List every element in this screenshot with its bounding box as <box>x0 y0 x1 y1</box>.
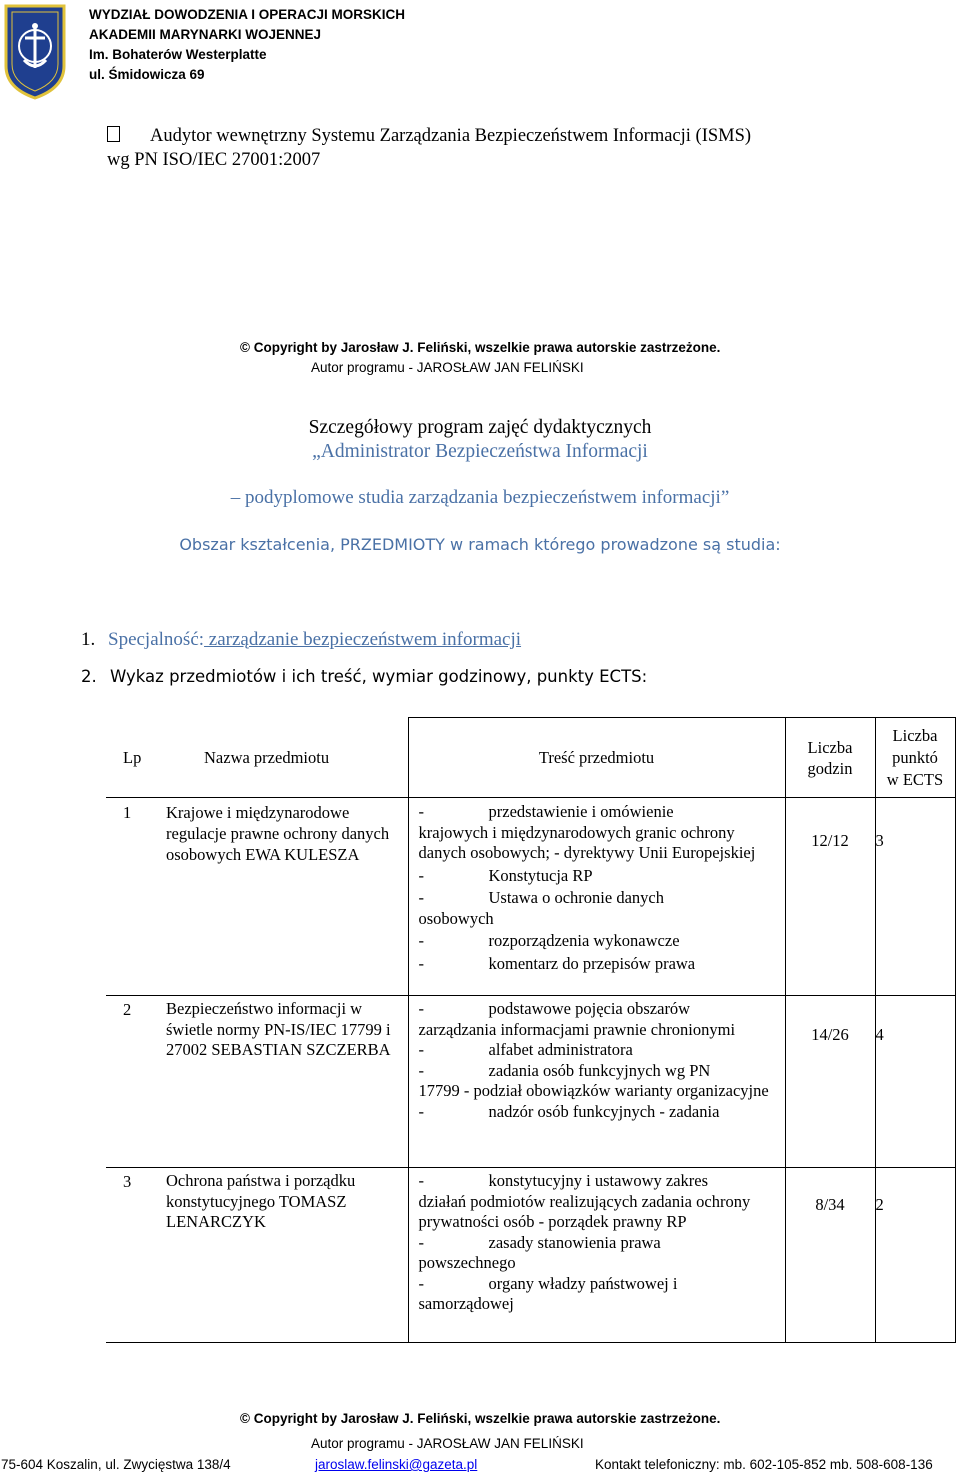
row-3-name: Ochrona państwa i porządku konstytucyjnego TOMASZ LENARCZYK <box>164 1168 408 1343</box>
row-1-lp: 1 <box>106 798 164 996</box>
header-line-1: WYDZIAŁ DOWODZENIA I OPERACJI MORSKICH <box>89 7 405 22</box>
row-1-ects: 3 <box>875 798 955 996</box>
academy-emblem <box>2 2 68 100</box>
row-1-name: Krajowe i międzynarodowe regulacje prawne ochrony danych osobowych EWA KULESZA <box>164 798 408 996</box>
header-line-4: ul. Śmidowicza 69 <box>89 67 205 82</box>
list-item-1-value: zarządzanie bezpieczeństwem informacji <box>204 629 522 650</box>
list-item-2 <box>81 667 647 686</box>
header-line-2: AKADEMII MARYNARKI WOJENNEJ <box>89 27 322 42</box>
row-3-hours: 8/34 <box>785 1168 875 1343</box>
row-2-name: Bezpieczeństwo informacji w świetle normy PN-IS/IEC 17799 i 27002 SEBASTIAN SZCZERBA <box>164 996 408 1168</box>
checkbox-glyph-icon <box>107 126 120 142</box>
table-row <box>106 1168 955 1343</box>
copyright-notice-bottom: © Copyright by Jarosław J. Feliński, wszelkie prawa autorskie zastrzeżone. <box>240 1411 721 1426</box>
table-header-row <box>106 718 955 798</box>
row-1-content: - przedstawienie i omówienie krajowych i międzynarodowych granic ochrony danych osobowych; - dyrektywy Unii Europejskiej - Konstytucja RP - Ustawa o ochronie danych osobowych - rozporządzenia wykonawcze - komentarz do przepisów prawa <box>408 798 785 996</box>
footer-address: 75-604 Koszalin, ul. Zwycięstwa 138/4 <box>1 1457 231 1472</box>
subjects-table <box>106 717 956 1343</box>
row-3-content: - konstytucyjny i ustawowy zakres działań podmiotów realizujących zadania ochrony prywatności osób - porządek prawny RP - zasady stanowienia prawa powszechnego - organy władzy państwowej i samorządowej <box>408 1168 785 1343</box>
list-item-2-number: 2. <box>81 667 97 686</box>
course-standard: wg PN ISO/IEC 27001:2007 <box>107 150 321 170</box>
header-content: Treść przedmiotu <box>408 718 785 798</box>
course-title-block <box>107 124 751 172</box>
row-1-hours: 12/12 <box>785 798 875 996</box>
copyright-notice-top: © Copyright by Jarosław J. Feliński, wszelkie prawa autorskie zastrzeżone. <box>240 340 721 355</box>
row-2-hours: 14/26 <box>785 996 875 1168</box>
row-2-ects: 4 <box>875 996 955 1168</box>
author-line-top: Autor programu - JAROSŁAW JAN FELIŃSKI <box>311 360 584 375</box>
author-line-bottom: Autor programu - JAROSŁAW JAN FELIŃSKI <box>311 1436 584 1451</box>
header-name: Nazwa przedmiotu <box>204 747 330 767</box>
header-ects: Liczba punktó w ECTS <box>875 718 955 798</box>
program-studies: – podyplomowe studia zarządzania bezpieczeństwem informacji” <box>230 487 730 508</box>
course-title: Audytor wewnętrzny Systemu Zarządzania Bezpieczeństwem Informacji (ISMS) <box>150 126 752 146</box>
header-line-3: Im. Bohaterów Westerplatte <box>89 47 267 62</box>
program-subtitle: „Administrator Bezpieczeństwa Informacji <box>312 441 648 462</box>
list-item-1-label: Specjalność: <box>108 629 205 650</box>
row-2-lp: 2 <box>106 996 164 1168</box>
table-row <box>106 798 955 996</box>
program-heading: Szczegółowy program zajęć dydaktycznych <box>308 417 652 438</box>
header-lp: Lp <box>123 747 142 767</box>
footer-email-link[interactable]: jaroslaw.felinski@gazeta.pl <box>315 1457 478 1472</box>
list-item-1 <box>81 629 521 651</box>
row-3-lp: 3 <box>106 1168 164 1343</box>
table-row <box>106 996 955 1168</box>
row-2-content: - podstawowe pojęcia obszarów zarządzania informacjami prawnie chronionymi - alfabet administratora - zadania osób funkcyjnych wg PN 17799 - podział obowiązków warianty organizacyjne - nadzór osób funkcyjnych - zadania <box>408 996 785 1168</box>
footer-phone: Kontakt telefoniczny: mb. 602-105-852 mb. 508-608-136 <box>595 1457 933 1472</box>
list-item-1-number: 1. <box>81 629 96 650</box>
program-area: Obszar kształcenia, PRZEDMIOTY w ramach którego prowadzone są studia: <box>179 535 781 554</box>
list-item-2-text: Wykaz przedmiotów i ich treść, wymiar godzinowy, punkty ECTS: <box>110 667 648 686</box>
row-3-ects: 2 <box>875 1168 955 1343</box>
header-hours: Liczba godzin <box>785 718 875 798</box>
